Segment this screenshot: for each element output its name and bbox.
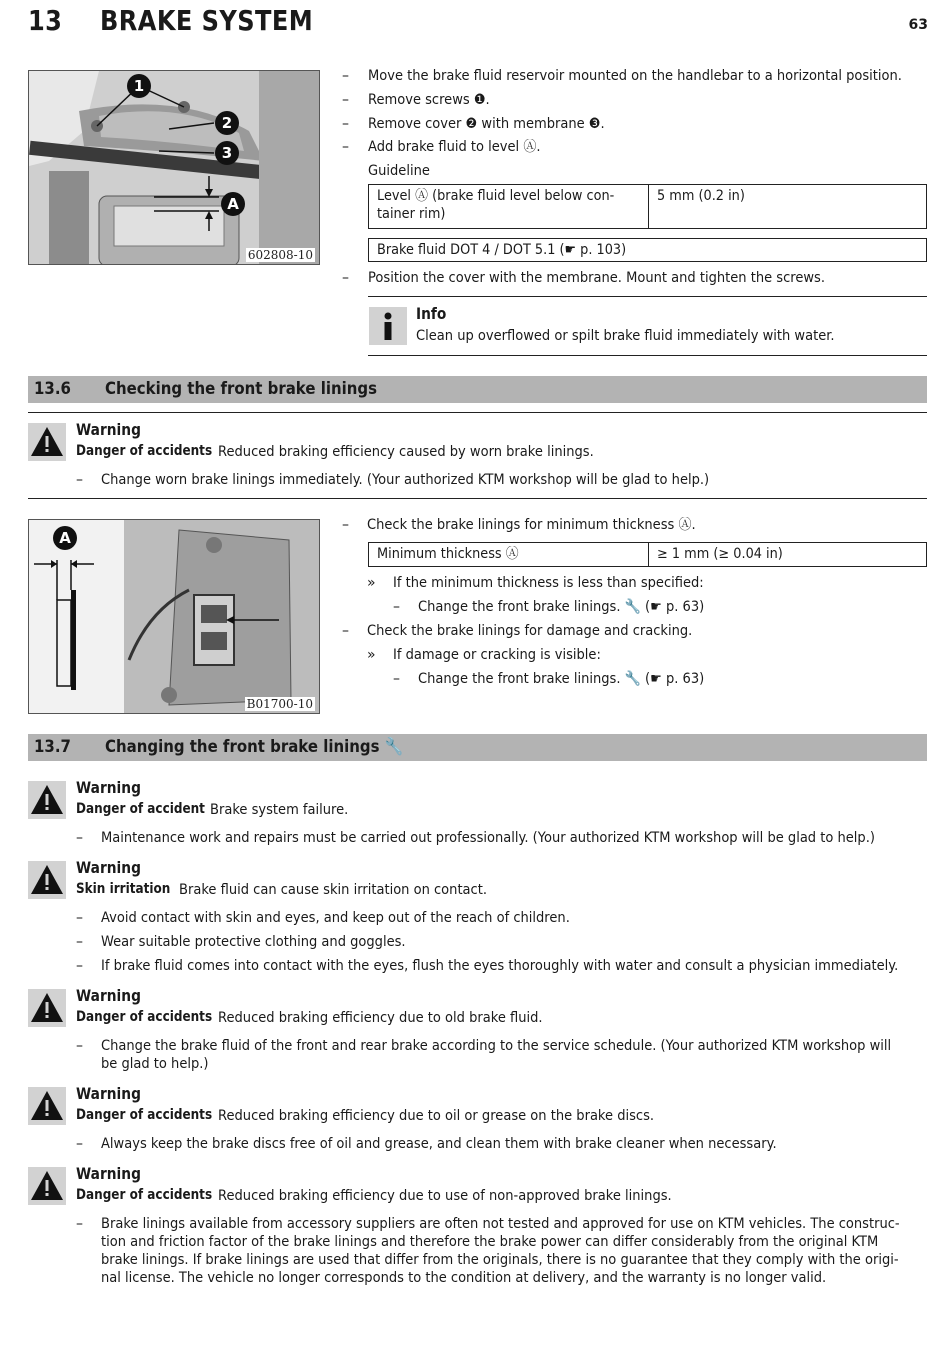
warning-item-continued: nal license. The vehicle no longer corresponds to the condition at delivery, and the warranty is no longer valid.: [101, 1270, 827, 1286]
rule: [28, 498, 927, 499]
section-title-text: Changing the front brake linings: [105, 737, 380, 757]
reservoir-photo: [28, 70, 320, 265]
chapter-number: 13: [28, 4, 63, 37]
spec-value: 5 mm (0.2 in): [657, 188, 745, 204]
warning-type: Danger of accidents: [76, 1009, 213, 1025]
dash-bullet: –: [76, 472, 83, 488]
brake-fluid-text: Brake fluid DOT 4 / DOT 5.1 (☛ p. 103): [377, 242, 627, 258]
warning-item: Change the brake fluid of the front and rear brake according to the service schedule. (Your authorized KTM workshop will: [101, 1038, 892, 1054]
fig2-marker-a: A: [59, 529, 71, 547]
warning-item: Always keep the brake discs free of oil and grease, and clean them with brake cleaner when necessary.: [101, 1136, 777, 1152]
dash-bullet: –: [342, 68, 349, 84]
step-text: Remove cover ❷ with membrane ❸.: [368, 116, 605, 132]
dash-bullet: –: [393, 671, 400, 687]
dash-bullet: –: [342, 270, 349, 286]
level-spec-table: [368, 184, 927, 229]
condition-text: If damage or cracking is visible:: [393, 647, 601, 663]
figure-label: B01700-10: [246, 697, 313, 711]
warning-title: Warning: [76, 778, 141, 797]
warning-item: Brake linings available from accessory suppliers are often not tested and approved for use on KTM vehicles. The construc-: [101, 1216, 900, 1232]
warning-type: Danger of accidents: [76, 1107, 213, 1123]
condition-text: If the minimum thickness is less than specified:: [393, 575, 704, 591]
action-text: Change the front brake linings. 🔧 (☛ p. 63): [418, 671, 705, 687]
warning-icon: [28, 1167, 66, 1205]
warning-item-continued: brake linings. If brake linings are used that differ from the originals, there is no guarantee that they comply with the origi-: [101, 1252, 899, 1268]
condition-bullet: »: [367, 575, 376, 591]
step-text: Position the cover with the membrane. Mount and tighten the screws.: [368, 270, 826, 286]
chapter-title: BRAKE SYSTEM: [100, 4, 314, 37]
info-top-rule: [368, 296, 927, 297]
fig1-marker-1: 1: [133, 77, 145, 95]
dash-bullet: –: [342, 623, 349, 639]
warning-step: Change worn brake linings immediately. (Your authorized KTM workshop will be glad to help.): [101, 472, 710, 488]
warning-item: Avoid contact with skin and eyes, and keep out of the reach of children.: [101, 910, 570, 926]
warning-text: Reduced braking efficiency due to oil or grease on the brake discs.: [218, 1108, 655, 1124]
warning-icon: [28, 861, 66, 899]
dash-bullet: –: [76, 1038, 83, 1054]
dash-bullet: –: [76, 934, 83, 950]
dash-bullet: –: [342, 116, 349, 132]
warning-type: Danger of accidents: [76, 1187, 213, 1203]
wrench-icon: 🔧: [384, 737, 404, 757]
dash-bullet: –: [393, 599, 400, 615]
step-text: Add brake fluid to level Ⓐ.: [368, 139, 541, 155]
warning-title: Warning: [76, 420, 141, 439]
spec-label-line1: Level Ⓐ (brake fluid level below con-: [377, 188, 615, 204]
action-text: Change the front brake linings. 🔧 (☛ p. 63): [418, 599, 705, 615]
warning-icon: [28, 781, 66, 819]
warning-item-continued: tion and friction factor of the brake linings and therefore the brake power can differ considerably from the original KTM: [101, 1234, 879, 1250]
warning-text: Brake fluid can cause skin irritation on contact.: [179, 882, 488, 898]
spec-value: ≥ 1 mm (≥ 0.04 in): [657, 546, 783, 562]
dash-bullet: –: [76, 910, 83, 926]
fig1-marker-a: A: [227, 195, 239, 213]
warning-item-continued: be glad to help.): [101, 1056, 209, 1072]
step-text: Check the brake linings for minimum thickness Ⓐ.: [367, 517, 696, 533]
info-title: Info: [416, 304, 447, 323]
warning-item: Wear suitable protective clothing and goggles.: [101, 934, 406, 950]
warning-type: Skin irritation: [76, 881, 171, 897]
info-text: Clean up overflowed or spilt brake fluid immediately with water.: [416, 328, 835, 344]
warning-text: Reduced braking efficiency due to old brake fluid.: [218, 1010, 543, 1026]
warning-text: Reduced braking efficiency due to use of non-approved brake linings.: [218, 1188, 672, 1204]
min-thickness-table: [368, 542, 927, 567]
step-text: Remove screws ❶.: [368, 92, 490, 108]
figure-label: 602808-10: [247, 248, 313, 262]
section-header-13-7: [28, 734, 927, 761]
brake-lining-photo: [28, 519, 320, 714]
fig1-marker-3: 3: [221, 144, 233, 162]
page-number: 63: [908, 17, 928, 33]
spec-label: Minimum thickness Ⓐ: [377, 546, 519, 562]
reservoir-illustration: [29, 71, 320, 265]
rule: [28, 412, 927, 413]
warning-title: Warning: [76, 1084, 141, 1103]
section-header-13-6: [28, 376, 927, 403]
dash-bullet: –: [76, 830, 83, 846]
section-number: 13.6: [34, 379, 71, 399]
info-icon: [369, 307, 407, 345]
warning-text: Brake system failure.: [210, 802, 349, 818]
warning-icon: [28, 1087, 66, 1125]
brake-fluid-box: [368, 238, 927, 262]
section-title: Checking the front brake linings: [105, 379, 378, 399]
warning-item: Maintenance work and repairs must be carried out professionally. (Your authorized KTM workshop will be glad to help.): [101, 830, 875, 846]
step-text: Check the brake linings for damage and cracking.: [367, 623, 693, 639]
step-text: Move the brake fluid reservoir mounted on the handlebar to a horizontal position.: [368, 68, 902, 84]
warning-type: Danger of accident: [76, 801, 205, 817]
dash-bullet: –: [76, 958, 83, 974]
dash-bullet: –: [76, 1216, 83, 1232]
dash-bullet: –: [342, 92, 349, 108]
condition-bullet: »: [367, 647, 376, 663]
warning-icon: [28, 989, 66, 1027]
dash-bullet: –: [76, 1136, 83, 1152]
warning-title: Warning: [76, 858, 141, 877]
spec-label-line2: tainer rim): [377, 206, 446, 222]
guideline-label: Guideline: [368, 163, 430, 179]
brake-lining-illustration: [29, 520, 320, 714]
fig1-marker-2: 2: [221, 114, 233, 132]
section-number: 13.7: [34, 737, 71, 757]
warning-icon: [28, 423, 66, 461]
info-bottom-rule: [368, 355, 927, 356]
dash-bullet: –: [342, 517, 349, 533]
warning-text: Reduced braking efficiency caused by worn brake linings.: [218, 444, 594, 460]
warning-title: Warning: [76, 986, 141, 1005]
dash-bullet: –: [342, 139, 349, 155]
warning-item: If brake fluid comes into contact with the eyes, flush the eyes thoroughly with water and consult a physician immediately.: [101, 958, 899, 974]
warning-type: Danger of accidents: [76, 443, 213, 459]
warning-title: Warning: [76, 1164, 141, 1183]
section-title: [105, 737, 403, 757]
